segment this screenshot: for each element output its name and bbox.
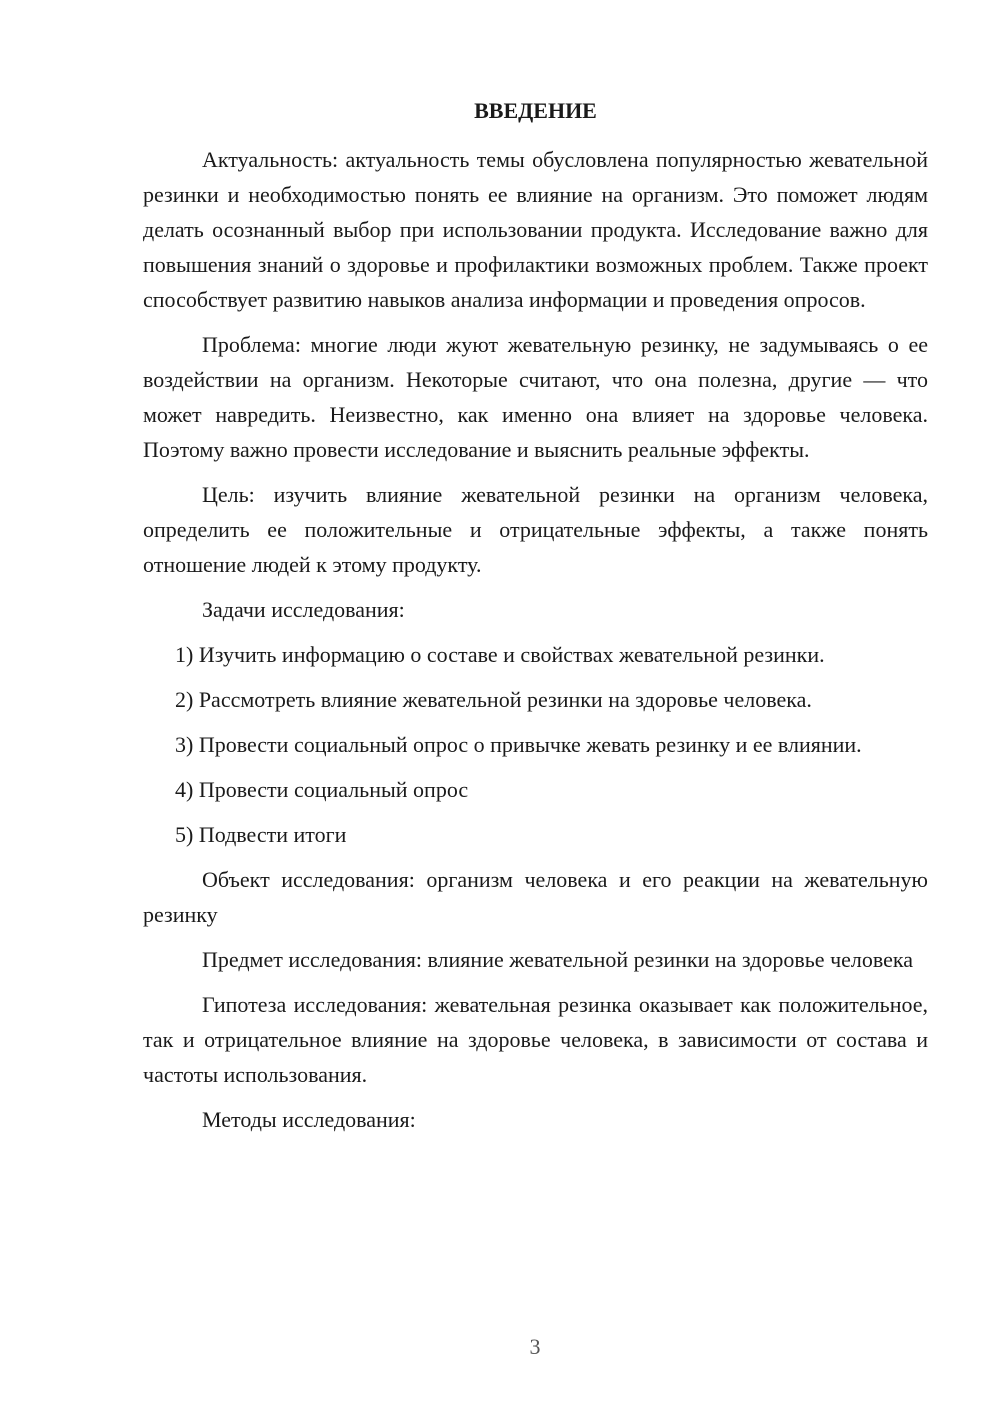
page-number: 3 <box>529 1334 541 1359</box>
paragraph-hypothesis: Гипотеза исследования: жевательная резинка оказывает как положительное, так и отрицательное влияние на здоровье человека, в зависимости от состава и частоты использования. <box>143 992 928 1087</box>
task-item-3: 3) Провести социальный опрос о привычке жевать резинку и ее влиянии. <box>175 732 862 757</box>
paragraph-methods: Методы исследования: <box>202 1107 416 1132</box>
task-item-2: 2) Рассмотреть влияние жевательной резинки на здоровье человека. <box>175 687 812 712</box>
paragraph-tasks-heading: Задачи исследования: <box>202 597 405 622</box>
paragraph-object: Объект исследования: организм человека и его реакции на жевательную резинку <box>143 867 928 927</box>
task-item-4: 4) Провести социальный опрос <box>175 777 469 802</box>
task-item-1: 1) Изучить информацию о составе и свойствах жевательной резинки. <box>175 642 825 667</box>
page-content <box>143 95 928 1147</box>
paragraph-problem: Проблема: многие люди жуют жевательную резинку, не задумываясь о ее воздействии на организм. Некоторые считают, что она полезна, другие — что может навредить. Неизвестно, как именно она влияет на здоровье человека. Поэтому важно провести исследование и выяснить реальные эффекты. <box>143 332 928 462</box>
paragraph-subject: Предмет исследования: влияние жевательной резинки на здоровье человека <box>202 947 914 972</box>
task-item-5: 5) Подвести итоги <box>175 822 347 847</box>
section-title: ВВЕДЕНИЕ <box>474 98 597 123</box>
paragraph-goal: Цель: изучить влияние жевательной резинки на организм человека, определить ее положительные и отрицательные эффекты, а также понять отношение людей к этому продукту. <box>143 482 928 577</box>
paragraph-relevance: Актуальность: актуальность темы обусловлена популярностью жевательной резинки и необходимостью понять ее влияние на организм. Это поможет людям делать осознанный выбор при использовании продукта. Исследование важно для повышения знаний о здоровье и профилактики возможных проблем. Также проект способствует развитию навыков анализа информации и проведения опросов. <box>143 147 928 312</box>
